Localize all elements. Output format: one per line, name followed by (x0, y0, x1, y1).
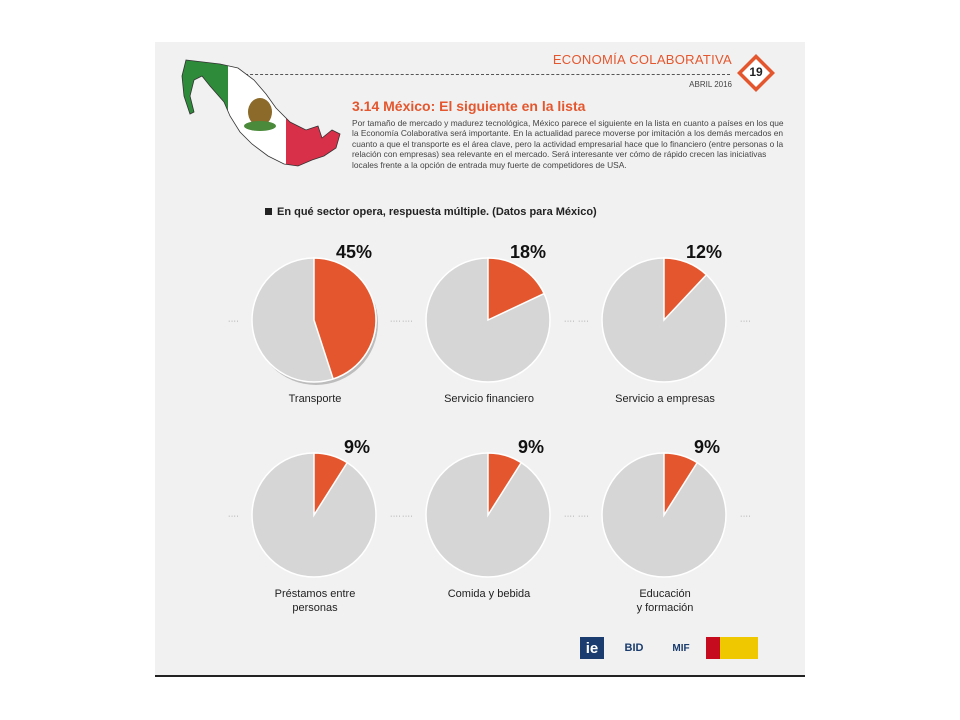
chart-title-text: En qué sector opera, respuesta múltiple. (Datos para México) (277, 206, 597, 218)
square-bullet-icon (265, 208, 272, 215)
report-title: ECONOMÍA COLABORATIVA (552, 52, 732, 67)
pie-category-label-line: Préstamos entre (274, 588, 356, 600)
pie-chart (402, 242, 576, 422)
page-number: 19 (749, 65, 763, 79)
bid-logo: BID (624, 642, 644, 654)
leader-dots: ···· (564, 318, 576, 325)
pie-category-label-line: y formación (636, 602, 694, 614)
pie-category-label (240, 587, 390, 615)
pie-chart (402, 437, 576, 617)
pie-category-label-line: Servicio financiero (444, 393, 534, 405)
pie-category-label (240, 392, 390, 406)
pie-category-label (414, 392, 564, 406)
pie-svg (600, 256, 728, 384)
leader-dots: ···· (402, 318, 414, 325)
spain-government-logo (706, 637, 758, 659)
pie-percentage-label: 45% (336, 242, 373, 262)
pie-category-label-line: Educación (639, 588, 691, 600)
pie-category-label (590, 587, 740, 615)
pie-svg (424, 451, 552, 579)
pie-category-label-line: Transporte (288, 393, 342, 405)
leader-dots: ···· (578, 513, 590, 520)
pie-percentage-label: 9% (694, 437, 721, 457)
bottom-rule (155, 675, 805, 677)
leader-dots: ···· (390, 513, 402, 520)
pie-svg (250, 256, 378, 384)
pie-chart (578, 242, 752, 422)
leader-dots: ···· (578, 318, 590, 325)
leader-dots: ···· (402, 513, 414, 520)
leader-dots: ···· (228, 513, 240, 520)
pie-percentage-label: 12% (686, 242, 723, 262)
section-intro: Por tamaño de mercado y madurez tecnológica, México parece el siguiente en la lista en cuanto a países en los que la Economía Colaborativa será importante. En la actualidad parece moverse por imitación a los demás mercados en cuanto a que el transporte es el área clave, pero la actividad empresarial hace que lo financiero (entre personas o la relación con empresas) sea relevante en el mercado. Será interesante ver cómo de rápido crecen las iniciativas locales frente a la opción de entrada muy fuerte de competidores de USA. (352, 118, 784, 170)
report-date: ABRIL 2016 (689, 80, 732, 89)
leader-dots: ···· (564, 513, 576, 520)
pie-svg (600, 451, 728, 579)
pie-percentage-label: 18% (510, 242, 547, 262)
pie-chart (228, 437, 402, 617)
pie-percentage-label: 9% (518, 437, 545, 457)
pie-percentage-label: 9% (344, 437, 371, 457)
ie-logo: ie (580, 637, 604, 659)
section-title: 3.14 México: El siguiente en la lista (352, 98, 586, 114)
pie-chart (578, 437, 752, 617)
pie-svg (250, 451, 378, 579)
pie-chart (228, 242, 402, 422)
leader-dots: ···· (740, 318, 752, 325)
leader-dots: ···· (390, 318, 402, 325)
pie-category-label-line: Servicio a empresas (615, 393, 715, 405)
mexico-flag-map-icon (180, 56, 350, 172)
leader-dots: ···· (740, 513, 752, 520)
page-number-badge (736, 53, 776, 93)
pie-category-label (590, 392, 740, 406)
leader-dots: ···· (228, 318, 240, 325)
sponsor-logos (580, 637, 780, 661)
pie-category-label (414, 587, 564, 601)
pie-category-label-line: personas (292, 602, 338, 614)
pie-category-label-line: Comida y bebida (447, 588, 531, 600)
pie-svg (424, 256, 552, 384)
chart-title (265, 206, 597, 218)
mif-logo: MIF (672, 642, 690, 654)
